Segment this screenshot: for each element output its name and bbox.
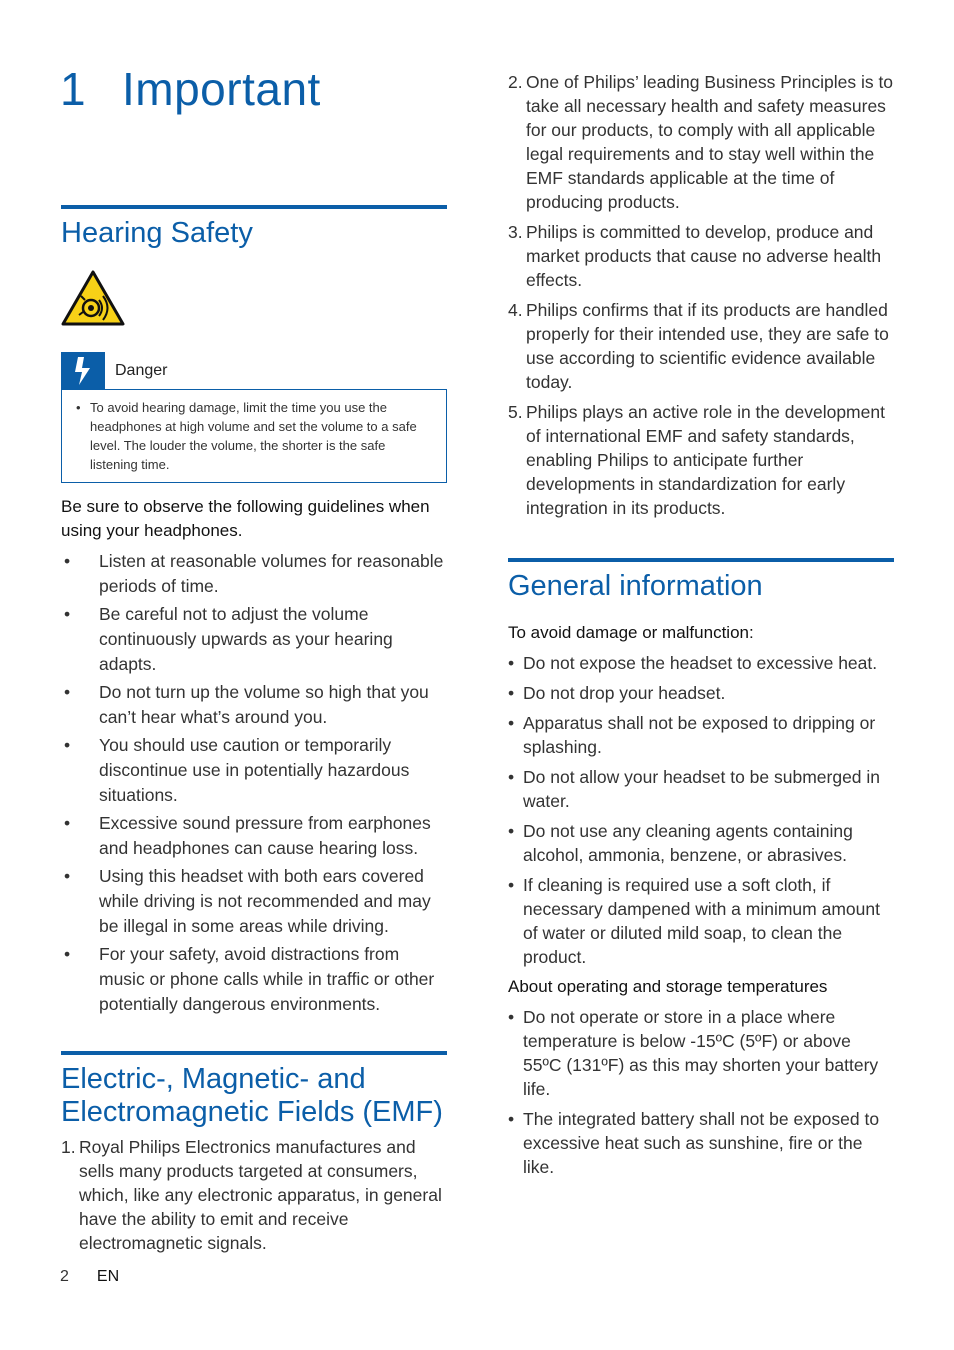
list-item: • For your safety, avoid distractions from music or phone calls while in traffic or other potentially dangerous environments.: [61, 942, 447, 1017]
list-item: • Be careful not to adjust the volume continuously upwards as your hearing adapts.: [61, 602, 447, 677]
danger-header: [61, 352, 447, 389]
list-item: • Do not expose the headset to excessive heat.: [508, 651, 894, 675]
page-footer: [60, 1268, 119, 1286]
list-item: • Excessive sound pressure from earphones and headphones can cause hearing loss.: [61, 811, 447, 861]
list-item: 2. One of Philips’ leading Business Principles is to take all necessary health and safety measures for our products, to comply with all applicable legal requirements and to stay well within the EMF standards applicable at the time of producing products.: [508, 72, 894, 212]
list-item: 3. Philips is committed to develop, produce and market products that cause no adverse health effects.: [508, 222, 882, 290]
damage-list: [508, 651, 894, 969]
list-item: • Do not drop your headset.: [508, 681, 894, 705]
list-item: • Do not allow your headset to be submerged in water.: [508, 765, 894, 813]
chapter-title: [60, 62, 321, 116]
hearing-safety-heading: Hearing Safety: [61, 217, 253, 249]
list-item: • Do not operate or store in a place where temperature is below -15ºC (5ºF) or above 55ºC (131ºF) as this may shorten your battery life.: [508, 1005, 894, 1101]
chapter-number: 1: [60, 63, 87, 115]
hearing-guidelines-list: [61, 549, 447, 1017]
list-item: • Do not turn up the volume so high that you can’t hear what’s around you.: [61, 680, 447, 730]
language-code: EN: [96, 1268, 120, 1285]
emf-list-continued: [508, 70, 894, 520]
danger-label: Danger: [115, 361, 168, 379]
temperature-subheading: About operating and storage temperatures: [508, 977, 828, 996]
list-item: • If cleaning is required use a soft cloth, if necessary dampened with a minimum amount of water or diluted mild soap, to clean the product.: [508, 873, 894, 969]
section-rule: [508, 558, 894, 562]
right-column: [508, 70, 894, 1185]
list-item: • Using this headset with both ears covered while driving is not recommended and may be illegal in some areas while driving.: [61, 864, 447, 939]
guidelines-lead: Be sure to observe the following guidelines when using your headphones.: [61, 497, 430, 540]
danger-notice: [61, 352, 447, 483]
list-item: 5. Philips plays an active role in the development of international EMF and safety standards, enabling Philips to anticipate further developments in standardization for early integration in its products.: [508, 402, 885, 518]
hearing-warning-icon: [61, 270, 125, 326]
list-item: • Do not use any cleaning agents containing alcohol, ammonia, benzene, or abrasives.: [508, 819, 894, 867]
list-item: • Apparatus shall not be exposed to dripping or splashing.: [508, 711, 894, 759]
list-item: 4. Philips confirms that if its products are handled properly for their intended use, they are safe to use according to scientific evidence available today.: [508, 300, 889, 392]
chapter-name: Important: [122, 63, 321, 115]
general-information-heading: General information: [508, 570, 763, 602]
list-item: • Listen at reasonable volumes for reasonable periods of time.: [61, 549, 447, 599]
danger-text: • To avoid hearing damage, limit the time you use the headphones at high volume and set the volume to a safe level. The louder the volume, the shorter is the safe listening time.: [90, 398, 436, 474]
section-rule: [61, 1051, 447, 1055]
damage-subheading: To avoid damage or malfunction:: [508, 623, 754, 642]
list-item: 1. Royal Philips Electronics manufactures and sells many products targeted at consumers, which, like any electronic apparatus, in general have the ability to emit and receive electromagnetic signals.: [61, 1137, 442, 1253]
lightning-icon: [61, 352, 105, 389]
temperature-list: [508, 1005, 894, 1179]
emf-heading: Electric-, Magnetic- and Electromagnetic Fields (EMF): [61, 1063, 443, 1128]
section-rule: [61, 205, 447, 209]
page-number: 2: [60, 1268, 69, 1285]
danger-box: [61, 389, 447, 483]
emf-list: [61, 1135, 447, 1255]
left-column: [61, 205, 447, 1261]
list-item: • The integrated battery shall not be exposed to excessive heat such as sunshine, fire or the like.: [508, 1107, 894, 1179]
list-item: • You should use caution or temporarily discontinue use in potentially hazardous situations.: [61, 733, 447, 808]
